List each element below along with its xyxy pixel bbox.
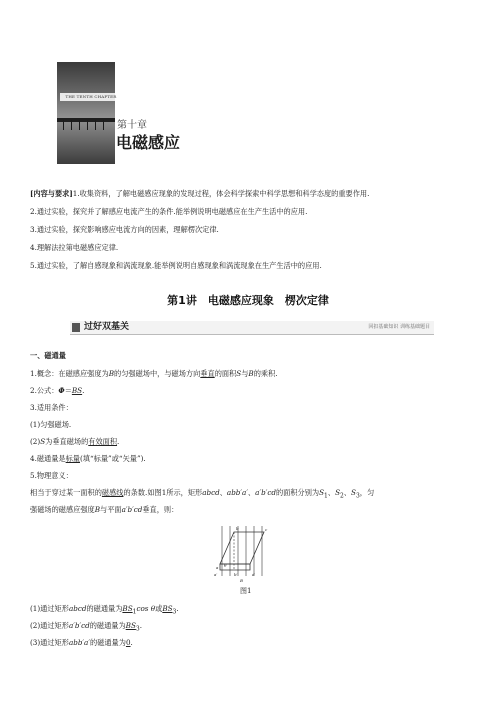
- label-field-B: B: [240, 578, 243, 583]
- label-c: c: [265, 527, 268, 532]
- requirement-2: 2.通过实验，探究并了解感应电流产生的条件.能举例说明电磁感应在生产生活中的应用.: [30, 207, 308, 216]
- requirement-4: 4.理解法拉第电磁感应定律.: [30, 243, 119, 252]
- chapter-cover-image: [57, 62, 115, 164]
- condition-2: (2)S为垂直磁场的有效面积.: [30, 437, 120, 446]
- figure-1-diagram: [212, 520, 272, 584]
- chapter-number: 第十章: [117, 120, 147, 131]
- label-a: a: [216, 565, 219, 570]
- requirement-3: 3.通过实验，探究影响感应电流方向的因素，理解楞次定律.: [30, 225, 219, 234]
- scalar-line: 4.磁通量是标量(填“标量”或“矢量”).: [30, 454, 146, 463]
- flux-abcd: (1)通过矩形abcd的磁通量为$BS_1\cos$ θ或$BS_3$.: [30, 604, 179, 616]
- tilted-rectangle: [220, 532, 264, 564]
- label-d: d: [252, 572, 255, 577]
- banner-title: 过好双基关: [84, 322, 130, 332]
- section-heading: 一、磁通量: [30, 351, 66, 360]
- label-b: b: [236, 526, 239, 531]
- condition-1: (1)匀强磁场.: [30, 420, 72, 429]
- concept-line: 1.概念：在磁感应强度为B的匀强磁场中，与磁场方向垂直的面积S与B的乘积.: [30, 369, 278, 378]
- requirement-1: [内容与要求]1.收集资料，了解电磁感应现象的发现过程，体会科学探索中科学思想和科学态度的重要作用.: [30, 189, 370, 198]
- label-a-prime: a′: [214, 572, 218, 577]
- label-theta: θ: [224, 563, 227, 568]
- condition-line: 3.适用条件：: [30, 403, 73, 412]
- label-b-prime: b′: [234, 572, 238, 577]
- requirement-5: 5.通过实验，了解自感现象和涡流现象.能举例说明自感现象和涡流现象在生产生活中的应用.: [30, 261, 322, 270]
- chapter-band: THE TENTH CHAPTER: [60, 93, 122, 101]
- flux-a-b-cd: (2)通过矩形a′b′cd的磁通量为$BS_3$.: [30, 621, 143, 633]
- meaning-line-1: 相当于穿过某一面积的磁感线的条数.如图1所示，矩形abcd、abb′a′、a′b′cd的面积分别为$S_1$、$S_2$、$S_3$，匀: [30, 488, 375, 500]
- flux-abb-a: (3)通过矩形abb′a′的磁通量为0.: [30, 638, 133, 647]
- section-banner: [70, 321, 434, 335]
- chapter-title: 电磁感应: [116, 133, 181, 152]
- meaning-line-2: 强磁场的磁感应强度B与平面a′b′cd垂直，则：: [30, 505, 179, 514]
- lecture-title: 第1讲 电磁感应现象 楞次定律: [167, 294, 329, 307]
- banner-subtitle: 回扣基础知识 训练基础题目: [368, 324, 430, 330]
- meaning-heading: 5.物理意义：: [30, 471, 73, 480]
- figure-caption: 图1: [240, 587, 252, 595]
- formula-line: 2.公式：Φ＝BS.: [30, 386, 85, 395]
- banner-icon: [72, 323, 80, 332]
